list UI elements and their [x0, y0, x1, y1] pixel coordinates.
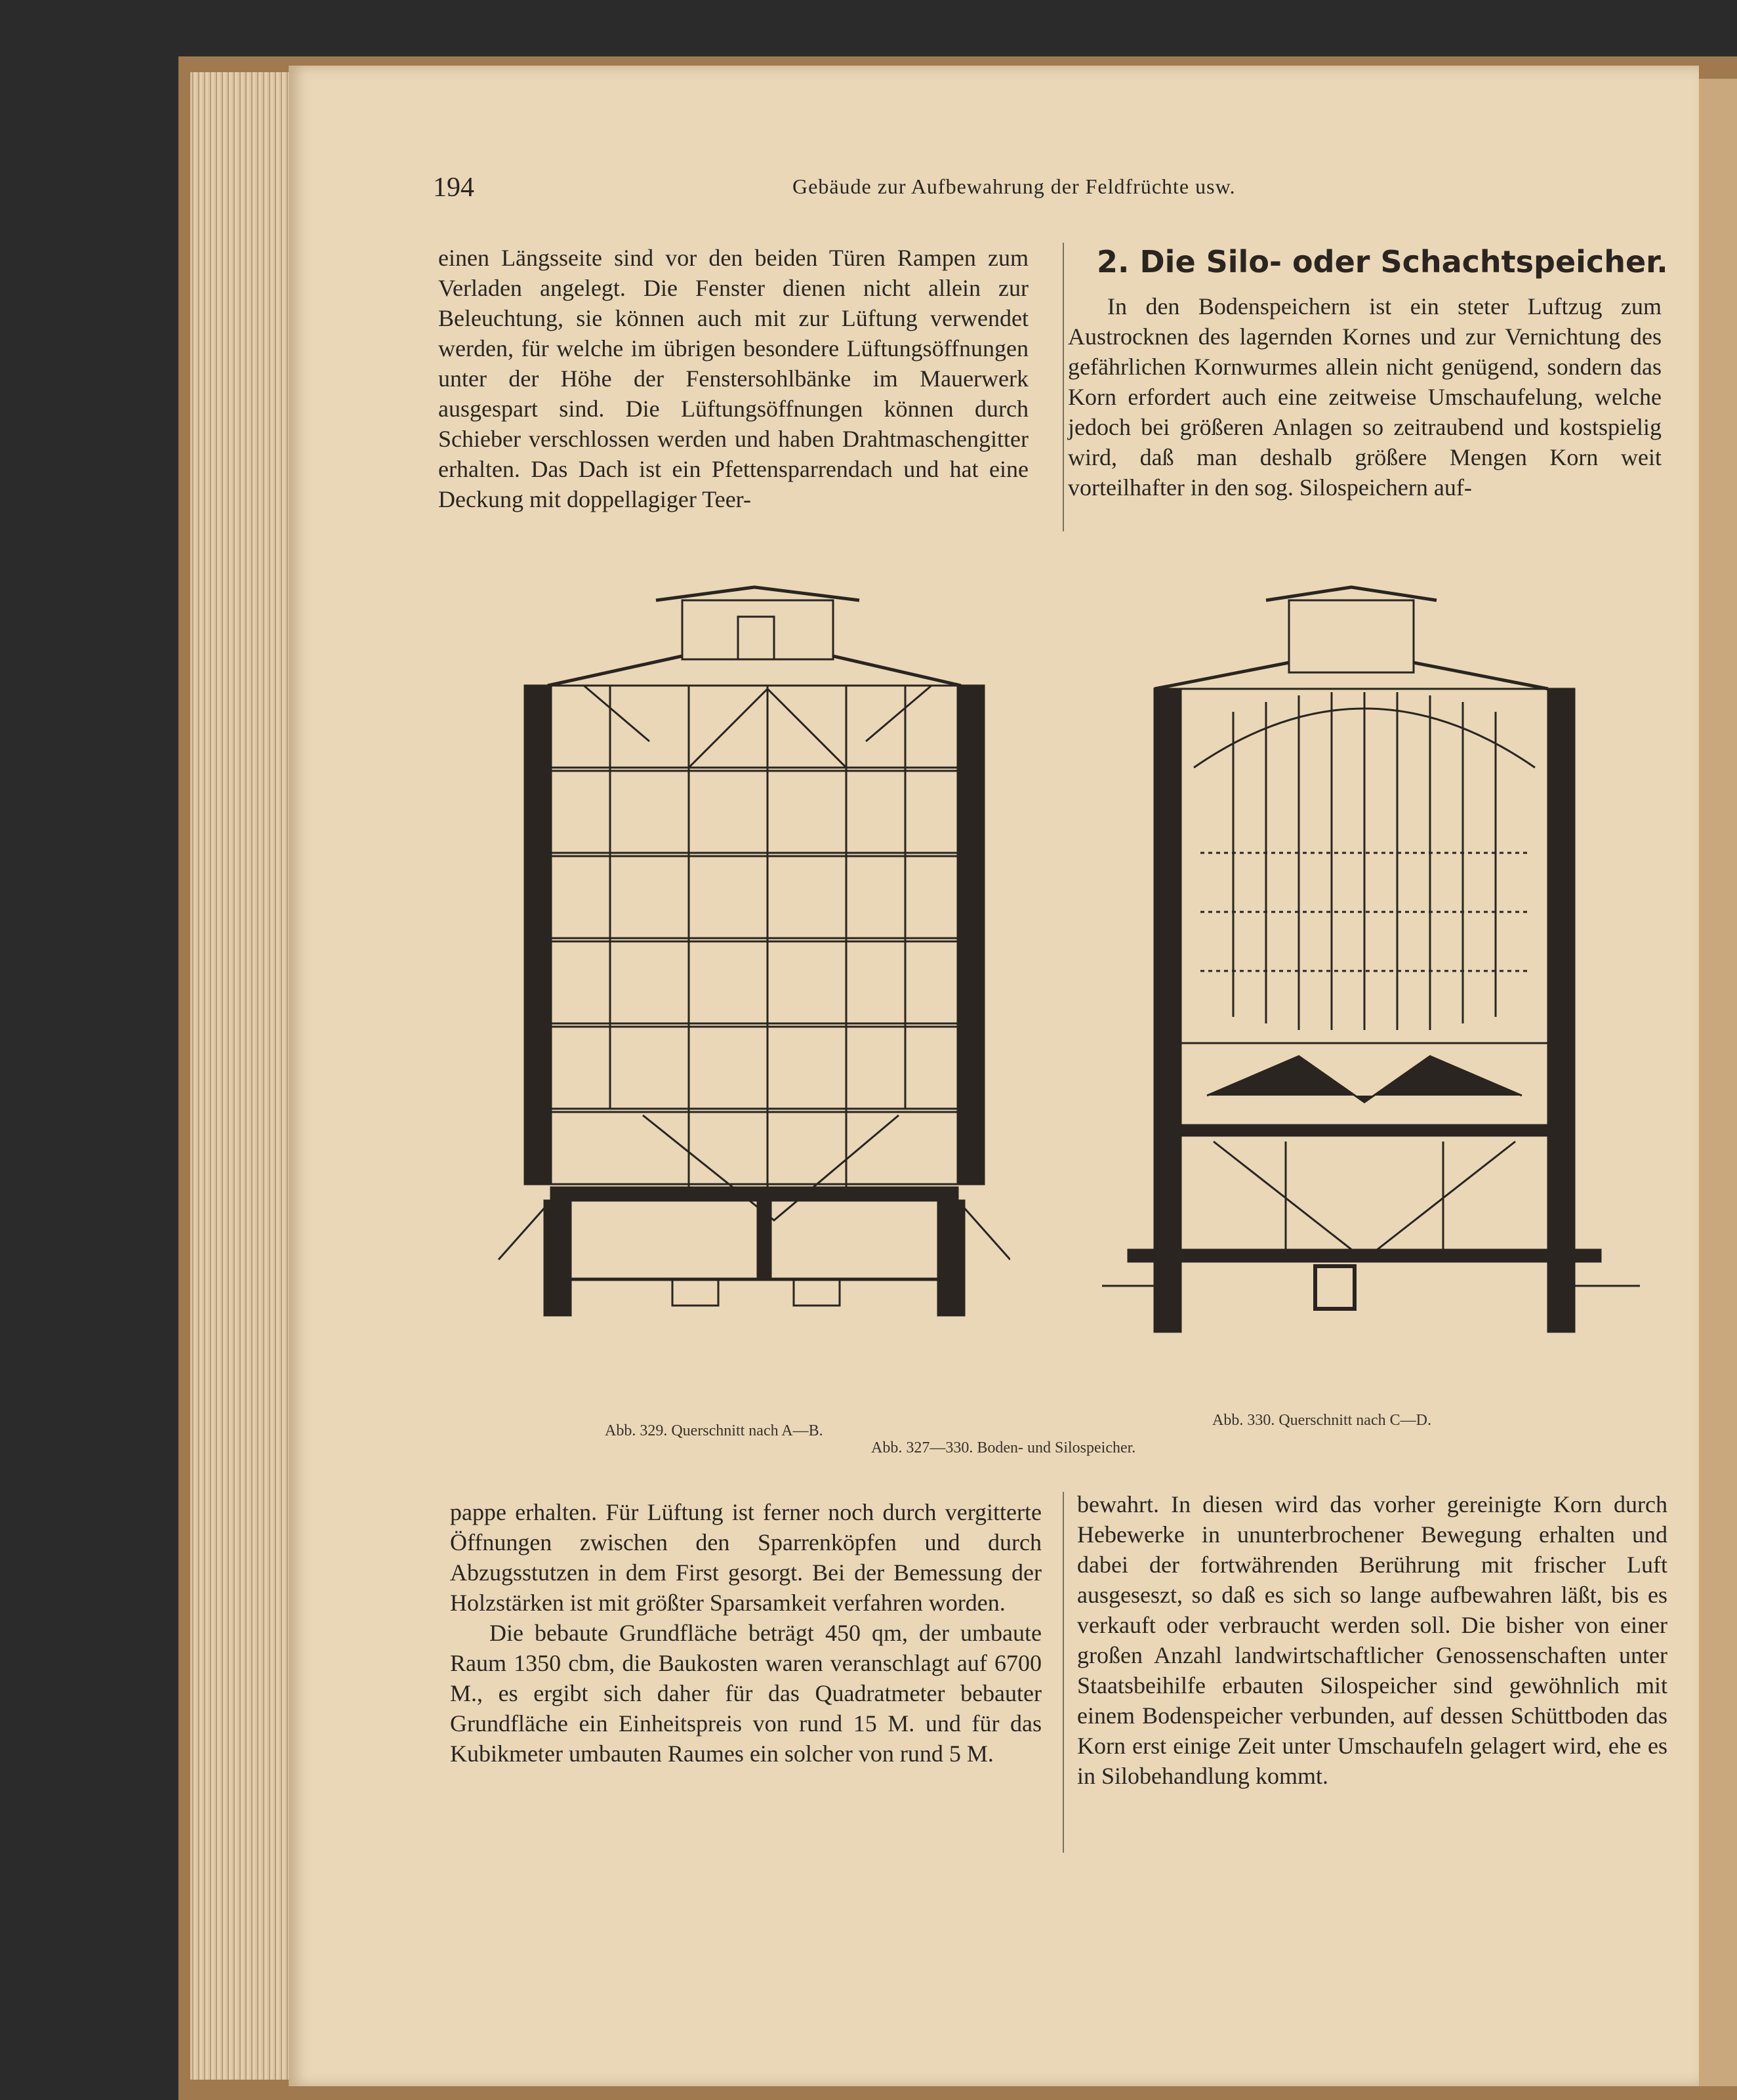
- paragraph: Die bebaute Grundfläche beträgt 450 qm, der umbaute Raum 1350 cbm, die Baukosten waren veranschlagt auf 6700 M., es ergibt sich daher für das Quadratmeter bebauter Grundfläche ein Einheitspreis von rund 15 M. und für das Kubikmeter umbauten Raumes ein solcher von rund 5 M.: [450, 1620, 1042, 1767]
- caption-group: Abb. 327—330. Boden- und Silospeicher.: [871, 1439, 1136, 1456]
- caption-fig-329: Abb. 329. Querschnitt nach A—B.: [605, 1422, 823, 1439]
- paragraph: In den Bodenspeichern ist ein steter Luftzug zum Austrocknen des lagernden Kornes und zur Vernichtung des gefährlichen Kornwurmes allein nicht genügend, sondern das Korn erfordert auch eine zeitweise Umschaufelung, welche jedoch bei größeren Anlagen so zeitraubend und kostspielig wird, daß man deshalb größere Mengen Korn weit vorteilhafter in den sog. Silospeichern auf-: [1068, 293, 1662, 501]
- figure-330-cross-section: [1089, 571, 1653, 1391]
- bottom-right-column: [1077, 1489, 1667, 1791]
- figure-329-cross-section: [485, 571, 1010, 1404]
- column-rule: [1063, 1492, 1064, 1853]
- top-right-column: [1068, 291, 1662, 503]
- paragraph: bewahrt. In diesen wird das vorher gereinigte Korn durch Hebewerke in ununterbrochener Bewegung erhalten und dabei der fortwährenden Berührung mit frischer Luft ausgeseszt, so daß es sich so lange aufbewahren läßt, bis es verkauft oder verbraucht werden soll. Die bisher von einer großen Anzahl landwirtschaftlicher Genossenschaften unter Staatsbeihilfe erbauten Silospeicher sind gewöhnlich mit einem Bodenspeicher verbunden, auf dessen Schüttboden das Korn erst einige Zeit unter Umschaufeln gelagert wird, ehe es in Silobehandlung kommt.: [1077, 1491, 1667, 1789]
- top-left-column: [438, 243, 1029, 514]
- caption-fig-330: Abb. 330. Querschnitt nach C—D.: [1212, 1412, 1431, 1429]
- paragraph: einen Längsseite sind vor den beiden Türen Rampen zum Verladen angelegt. Die Fenster dienen nicht allein zur Beleuchtung, sie können auch mit zur Lüftung verwendet werden, für welche im übrigen besondere Lüftungsöffnungen unter der Höhe der Fenstersohlbänke im Mauerwerk ausgespart sind. Die Lüftungsöffnungen können durch Schieber verschlossen werden und haben Drahtmaschengitter erhalten. Das Dach ist ein Pfettensparrendach und hat eine Deckung mit doppellagiger Teer-: [438, 245, 1029, 512]
- section-heading: 2. Die Silo- oder Schachtspeicher.: [1097, 244, 1668, 279]
- right-page-edge: [1699, 79, 1737, 2086]
- paragraph: pappe erhalten. Für Lüftung ist ferner noch durch vergitterte Öffnungen zwischen den Sparrenköpfen und durch Abzugsstutzen in dem First gesorgt. Bei der Bemessung der Holzstärken ist mit größter Sparsamkeit verfahren worden.: [450, 1499, 1042, 1616]
- bottom-left-column: [450, 1497, 1042, 1769]
- column-rule: [1063, 243, 1064, 531]
- running-head: Gebäude zur Aufbewahrung der Feldfrüchte usw.: [792, 175, 1236, 198]
- page-number: 194: [433, 173, 474, 203]
